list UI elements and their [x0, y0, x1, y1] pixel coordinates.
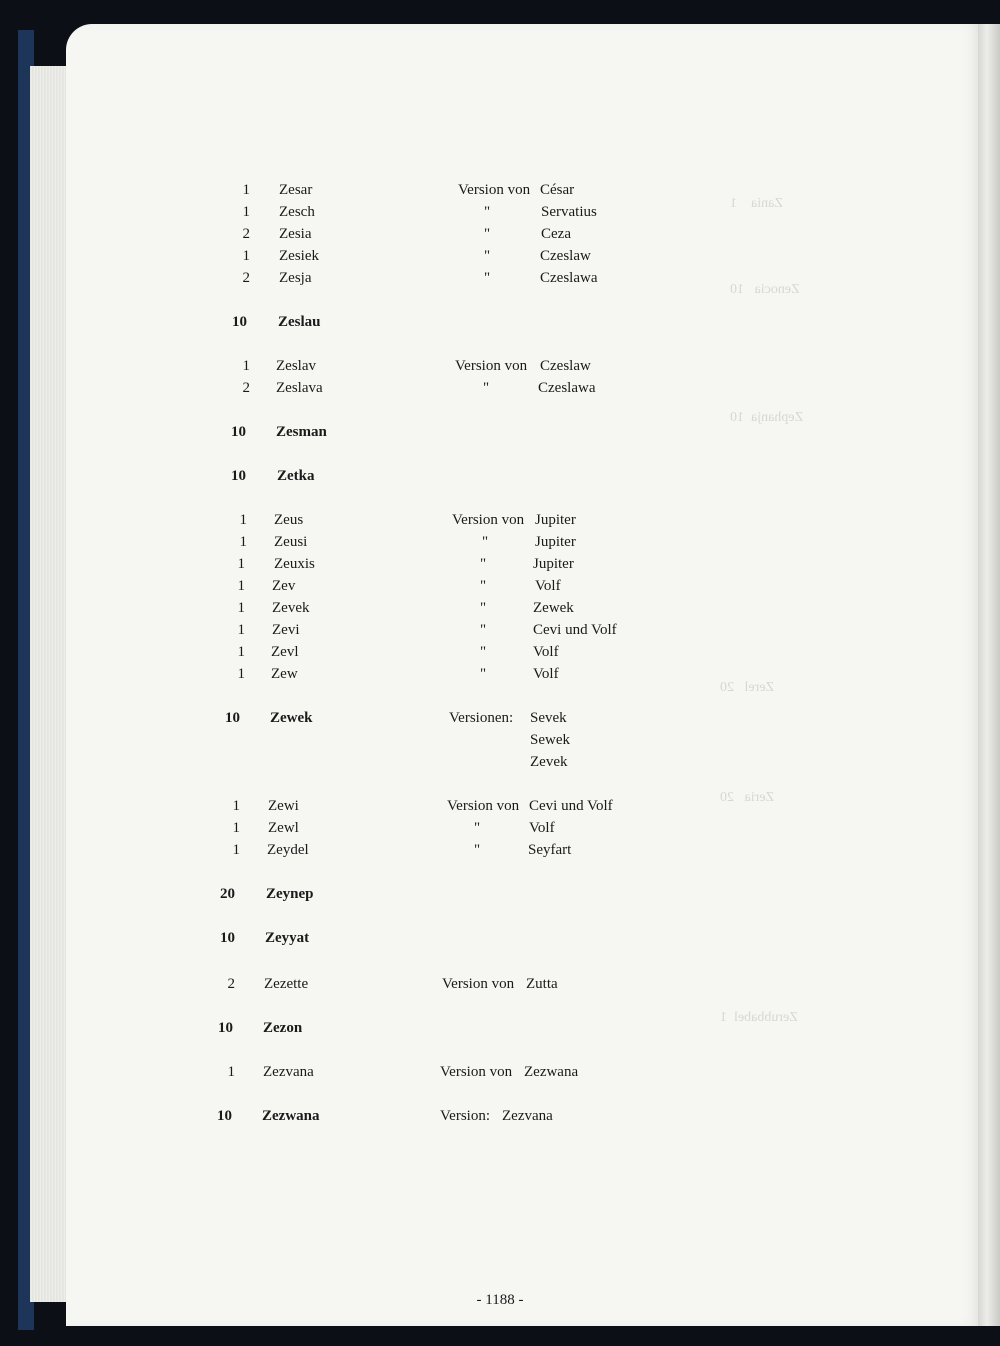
name-entry: Zetka [277, 468, 315, 484]
list-item [0, 424, 1000, 446]
name-frequency: 10 [220, 930, 235, 946]
variant-name: Jupiter [533, 556, 574, 572]
name-entry: Zeydel [267, 842, 309, 858]
name-frequency: 1 [237, 556, 245, 572]
version-label: Version von [447, 798, 520, 814]
variant-name: Zezwana [524, 1064, 579, 1080]
list-item [0, 358, 1000, 380]
variant-name: Cevi und Volf [529, 798, 613, 814]
version-label: Version von [442, 976, 515, 992]
list-item [0, 710, 1000, 732]
list-item [0, 930, 1000, 952]
list-item [0, 314, 1000, 336]
page-number: - 1188 - [476, 1292, 524, 1308]
version-label: Version von [458, 182, 531, 198]
name-entry: Zesman [276, 424, 327, 440]
name-frequency: 1 [242, 358, 250, 374]
name-frequency: 2 [242, 226, 250, 242]
name-entry: Zeyyat [265, 930, 310, 946]
version-label: Version von [455, 358, 528, 374]
variant-name: Cevi und Volf [533, 622, 617, 638]
name-entry: Zevi [272, 622, 300, 638]
version-label: Versionen: [449, 710, 514, 726]
ditto-mark: " [480, 578, 487, 594]
name-entry: Zeus [274, 512, 304, 528]
list-item [0, 556, 1000, 578]
name-frequency: 1 [237, 622, 245, 638]
list-item [0, 976, 1000, 998]
name-entry: Zeynep [266, 886, 314, 902]
name-frequency: 2 [242, 380, 250, 396]
list-item [0, 842, 1000, 864]
version-label: Version von [452, 512, 525, 528]
list-item [0, 578, 1000, 600]
variant-name: Volf [533, 644, 559, 660]
variant-name: Servatius [541, 204, 597, 220]
variant-name: Jupiter [535, 512, 576, 528]
variant-name: César [540, 182, 575, 198]
name-entry: Zevek [272, 600, 310, 616]
name-entry: Zew [271, 666, 298, 682]
bleed-through-text: Zerubbabel 1 [720, 1010, 798, 1025]
name-entry: Zewl [268, 820, 299, 836]
name-frequency: 10 [217, 1108, 232, 1124]
name-entry: Zeuxis [274, 556, 315, 572]
variant-name: Ceza [541, 226, 571, 242]
name-frequency: 1 [242, 248, 250, 264]
name-frequency: 1 [227, 1064, 235, 1080]
name-frequency: 1 [232, 820, 240, 836]
name-frequency: 10 [231, 468, 246, 484]
list-item [0, 226, 1000, 248]
variant-name: Zewek [533, 600, 574, 616]
list-item [0, 380, 1000, 402]
list-item [0, 754, 1000, 776]
name-frequency: 1 [239, 512, 247, 528]
bleed-through-text: Zenocia 10 [730, 282, 800, 297]
list-item [0, 512, 1000, 534]
list-item [0, 534, 1000, 556]
variant-name: Jupiter [535, 534, 576, 550]
ditto-mark: " [482, 534, 489, 550]
list-item [0, 644, 1000, 666]
bleed-through-text: Zeria 20 [720, 790, 775, 805]
name-entry: Zewi [268, 798, 299, 814]
name-entry: Zeslau [278, 314, 321, 330]
name-frequency: 2 [242, 270, 250, 286]
name-entry: Zesch [279, 204, 315, 220]
name-entry: Zezwana [262, 1108, 320, 1124]
variant-name: Zutta [526, 976, 558, 992]
name-entry: Zeslav [276, 358, 316, 374]
variant-name: Czeslaw [540, 248, 591, 264]
list-item [0, 248, 1000, 270]
list-item [0, 600, 1000, 622]
bleed-through-text: Zerel 20 [720, 680, 775, 695]
name-entry: Zev [272, 578, 296, 594]
variant-name: Seyfart [528, 842, 572, 858]
variant-name: Czeslawa [538, 380, 596, 396]
name-frequency: 1 [237, 600, 245, 616]
name-frequency: 10 [231, 424, 246, 440]
name-frequency: 20 [220, 886, 235, 902]
variant-name: Volf [533, 666, 559, 682]
list-item [0, 1020, 1000, 1042]
name-entry: Zezette [264, 976, 309, 992]
name-frequency: 1 [232, 798, 240, 814]
list-item [0, 182, 1000, 204]
list-item [0, 798, 1000, 820]
name-frequency: 2 [227, 976, 235, 992]
list-item [0, 1064, 1000, 1086]
name-frequency: 1 [232, 842, 240, 858]
bleed-through-text: Zania 1 [730, 196, 783, 211]
list-item [0, 270, 1000, 292]
name-entry: Zeusi [274, 534, 308, 550]
list-item [0, 732, 1000, 754]
list-item [0, 886, 1000, 908]
version-label: Version von [440, 1064, 513, 1080]
ditto-mark: " [484, 270, 491, 286]
variant-name: Sewek [530, 732, 570, 748]
ditto-mark: " [484, 248, 491, 264]
ditto-mark: " [480, 622, 487, 638]
list-item [0, 622, 1000, 644]
name-entry: Zesar [279, 182, 313, 198]
version-label: Version: [440, 1108, 490, 1124]
variant-name: Volf [529, 820, 555, 836]
ditto-mark: " [480, 644, 487, 660]
bleed-through-text: Zephanja 10 [730, 410, 804, 425]
name-entry: Zezon [263, 1020, 303, 1036]
ditto-mark: " [484, 226, 491, 242]
name-entry: Zevl [271, 644, 299, 660]
name-entry: Zesia [279, 226, 312, 242]
ditto-mark: " [480, 556, 487, 572]
name-entry: Zewek [270, 710, 313, 726]
name-entry: Zesiek [279, 248, 319, 264]
name-frequency: 10 [232, 314, 247, 330]
ditto-mark: " [474, 820, 481, 836]
name-entry: Zeslava [276, 380, 323, 396]
name-entry: Zesja [279, 270, 312, 286]
name-frequency: 1 [239, 534, 247, 550]
name-frequency: 1 [237, 644, 245, 660]
name-frequency: 1 [237, 666, 245, 682]
name-frequency: 10 [225, 710, 240, 726]
variant-name: Volf [535, 578, 561, 594]
list-item [0, 820, 1000, 842]
variant-name: Zevek [530, 754, 568, 770]
name-frequency: 10 [218, 1020, 233, 1036]
ditto-mark: " [480, 666, 487, 682]
variant-name: Zezvana [502, 1108, 553, 1124]
ditto-mark: " [474, 842, 481, 858]
list-item [0, 468, 1000, 490]
ditto-mark: " [484, 204, 491, 220]
variant-name: Czeslaw [540, 358, 591, 374]
list-item [0, 1108, 1000, 1130]
name-entry: Zezvana [263, 1064, 314, 1080]
variant-name: Czeslawa [540, 270, 598, 286]
list-item [0, 204, 1000, 226]
variant-name: Sevek [530, 710, 567, 726]
list-item [0, 666, 1000, 688]
name-frequency: 1 [242, 204, 250, 220]
ditto-mark: " [480, 600, 487, 616]
ditto-mark: " [483, 380, 490, 396]
name-frequency: 1 [242, 182, 250, 198]
name-frequency: 1 [237, 578, 245, 594]
